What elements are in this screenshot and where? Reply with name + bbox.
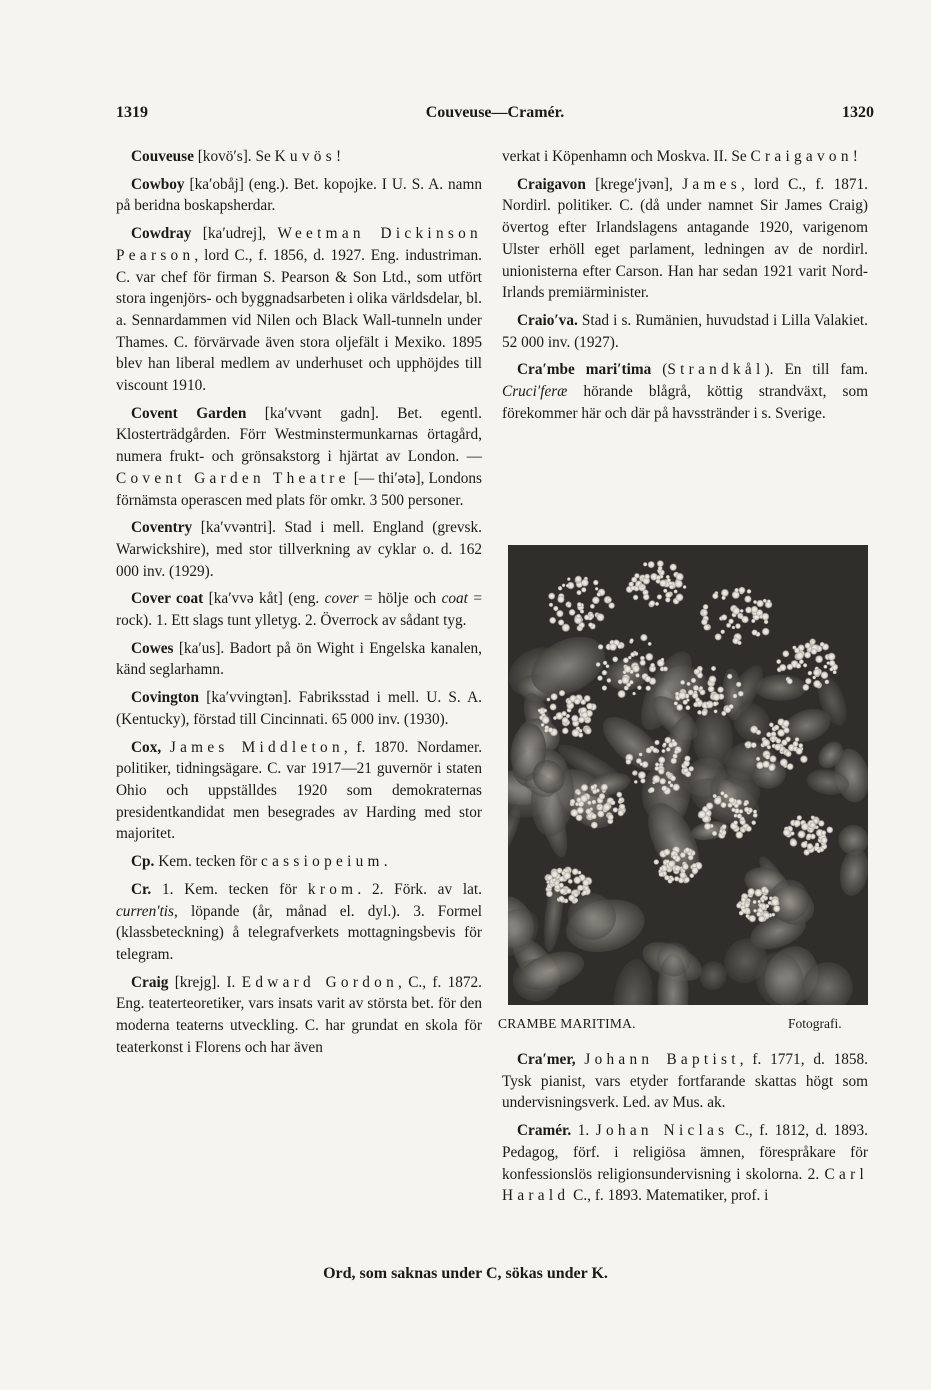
entry-text: Cruci′feræ — [502, 383, 568, 401]
entry-text — [576, 1051, 585, 1068]
entry-text: [— thi′ətə], Londons förnämsta operascen med plats för omkr. 3 500 personer. — [116, 469, 482, 509]
entry-text: curren′tis — [116, 902, 175, 920]
right-column-lower — [502, 1049, 868, 1213]
entry-text: hörande blågrå, köttig strandväxt, som förekommer här och där på havsstränder i s. Sverige. — [502, 383, 868, 422]
entry-headword: Cr. — [131, 880, 152, 898]
dictionary-entry — [502, 146, 868, 168]
entry-text: C., f. 1893. Matematiker, prof. i — [569, 1187, 769, 1205]
entry-headword: Covington — [131, 689, 199, 707]
entry-text: , f. 1771, d. 1858. Tysk pianist, vars etyder fortfarande skattas högt som undervisningsverk. Led. av Mus. ak. — [502, 1051, 868, 1112]
dictionary-entry — [502, 359, 868, 424]
entry-text: , C., f. 1872. Eng. teaterteoretiker, vars insats varit av största bet. för den moderna teaterns utveckling. C. har grundat en skola för teaterkonst i Florens och har även — [116, 973, 483, 1056]
dictionary-entry — [116, 403, 482, 512]
entry-text: , löpande (år, månad el. dyl.). 3. Formel (klassbeteckning) å telegrafverkets mottagningsbevis för telegram. — [116, 902, 482, 963]
entry-headword: Cp. — [131, 853, 155, 871]
entry-text: coat — [441, 590, 468, 608]
entry-headword: Craio′va. — [517, 311, 578, 329]
entry-headword: Couveuse — [131, 148, 194, 165]
entry-text: [ka′vvə kåt] (eng. — [203, 590, 325, 608]
dictionary-entry — [116, 851, 482, 873]
entry-text: [ka′vvəntri]. Stad i mell. England (grevsk. Warwickshire), med stor tillverkning av cyklar o. d. 162 000 inv. (1929). — [116, 519, 482, 580]
entry-headword: Cramér. — [517, 1122, 572, 1140]
crambe-maritima-image — [508, 545, 868, 1005]
figure-credit: Fotografi. — [788, 1016, 842, 1031]
entry-text: Weetman Dickinson Pearson — [116, 225, 482, 264]
dictionary-entry — [502, 1049, 868, 1114]
entry-text: Covent Garden Theatre — [116, 469, 350, 487]
entry-text: [kovö′s]. Se — [193, 148, 275, 165]
entry-text: cassiopeium — [261, 853, 384, 871]
entry-text: , f. 1870. Nordamer. politiker, tidningsägare. C. var 1917—21 guvernör i staten Ohio och uppställdes 1920 som demokraternas presidentkandidat men besegrades av Harding med stor majoritet. — [116, 738, 483, 843]
entry-headword: Cra′mer, — [517, 1051, 576, 1068]
entry-text: = rock). 1. Ett slags tunt ylletyg. 2. Överrock av sådant tyg. — [116, 590, 482, 630]
entry-text: Johan Niclas — [595, 1122, 729, 1140]
entry-text: Stad i s. Rumänien, huvudstad i Lilla Valakiet. 52 000 inv. (1927). — [502, 311, 868, 351]
plant-photograph — [508, 545, 868, 1005]
dictionary-entry — [502, 1120, 868, 1207]
dictionary-entry — [116, 174, 482, 217]
entry-text: Carl Harald — [502, 1165, 868, 1205]
entry-text: 1. Kem. tecken för — [151, 880, 308, 898]
footer-note: Ord, som saknas under C, sökas under K. — [323, 1265, 608, 1282]
entry-text: ). En till fam. — [764, 361, 868, 379]
dictionary-entry — [502, 174, 868, 304]
entry-headword: Coventry — [131, 519, 193, 537]
entry-headword: Cox, — [131, 738, 162, 756]
dictionary-entry — [116, 972, 482, 1059]
dictionary-entry — [116, 737, 482, 846]
entry-headword: Covent Garden — [131, 404, 247, 422]
entry-text: Strandkål — [667, 361, 765, 379]
entry-text: Kuvös! — [274, 148, 346, 165]
dictionary-entry — [502, 310, 868, 353]
entry-text: , lord C., f. 1856, d. 1927. Eng. industriman. C. var chef för firman S. Pearson & Son Ltd., som utfört stora ingenjörs- och byggnadsarbeten i olika världsdelar, bl. a. Sennardammen vid Nilen och Black Wall-tunneln under Thames. C. förvärvade även stora oljefält i Mexiko. 1895 blev han liberal medlem av underhuset och upphöjdes till viscount 1910. — [116, 246, 482, 395]
entry-headword: Cowdray — [131, 225, 192, 243]
dictionary-entry — [116, 879, 482, 966]
entry-headword: Craig — [131, 973, 169, 991]
entry-text: cover — [324, 590, 359, 608]
entry-text: [ka′us]. Badort på ön Wight i Engelska kanalen, känd seglarhamn. — [116, 639, 482, 679]
entry-text: 1. — [571, 1122, 596, 1140]
dictionary-entry — [116, 687, 482, 730]
dictionary-entry — [116, 517, 482, 582]
entry-text — [161, 739, 170, 756]
dictionary-entry — [116, 638, 482, 681]
entry-headword: Cowboy — [131, 175, 185, 193]
entry-text: . — [383, 853, 388, 871]
page-number-right: 1320 — [842, 104, 874, 121]
entry-text: [krejg]. I. — [168, 973, 242, 991]
entry-text: krom — [307, 880, 358, 898]
entry-text: verkat i Köpenhamn och Moskva. II. Se — [502, 148, 751, 165]
entry-text: [krege′jvən], — [585, 175, 683, 193]
entry-headword: Cowes — [131, 639, 174, 657]
entry-headword: Cra′mbe mari′tima — [517, 361, 652, 379]
entry-text: ( — [651, 361, 668, 379]
entry-text: [ka′udrej], — [191, 225, 278, 243]
entry-text: Craigavon! — [750, 148, 863, 165]
entry-text: [ka′obåj] (eng.). Bet. kopojke. I U. S. A. namn på beridna boskapsherdar. — [116, 175, 482, 215]
entry-text: Edward Gordon — [241, 973, 399, 991]
entry-text: . 2. Förk. av lat. — [357, 880, 482, 898]
page-number-left: 1319 — [116, 104, 148, 121]
figure-caption: CRAMBE MARITIMA. — [498, 1016, 636, 1031]
entry-text: C., f. 1812, d. 1893. Pedagog, förf. i religiösa ämnen, förespråkare för konfessionslös religionsundervisning i skolorna. 2. — [502, 1122, 869, 1183]
running-title: Couveuse—Cramér. — [425, 104, 565, 121]
left-column — [116, 146, 482, 1064]
entry-headword: Craigavon — [517, 175, 586, 193]
right-column-upper — [502, 146, 868, 430]
entry-text: Kem. tecken för — [154, 853, 261, 871]
entry-text: = hölje och — [358, 590, 442, 608]
entry-text: , lord C., f. 1871. Nordirl. politiker. C. (då under namnet Sir James Craig) övertog efter Irlandslagens antagande 1920, varigenom Ulster erhöll eget parlament, ledningen av de nordirl. unionisterna efter Carson. Han har sedan 1921 varit Nord-Irlands premiärminister. — [502, 175, 868, 302]
entry-text: [ka′vvingtən]. Fabriksstad i mell. U. S. A. (Kentucky), förstad till Cincinnati. 65 000 inv. (1930). — [116, 689, 482, 728]
dictionary-entry — [116, 588, 482, 631]
dictionary-entry — [116, 146, 482, 168]
entry-text: [ka′vvənt gadn]. Bet. egentl. Klosterträdgården. Förr Westminstermunkarnas örtagård, numera frukt- och grönsakstorg i hjärtat av London. — — [116, 404, 482, 466]
dictionary-entry — [116, 223, 482, 397]
entry-text: James Middleton — [169, 738, 344, 756]
entry-text: James — [682, 175, 741, 193]
entry-text: Johann Baptist — [584, 1051, 740, 1068]
entry-headword: Cover coat — [131, 590, 204, 608]
page-header — [116, 104, 874, 128]
